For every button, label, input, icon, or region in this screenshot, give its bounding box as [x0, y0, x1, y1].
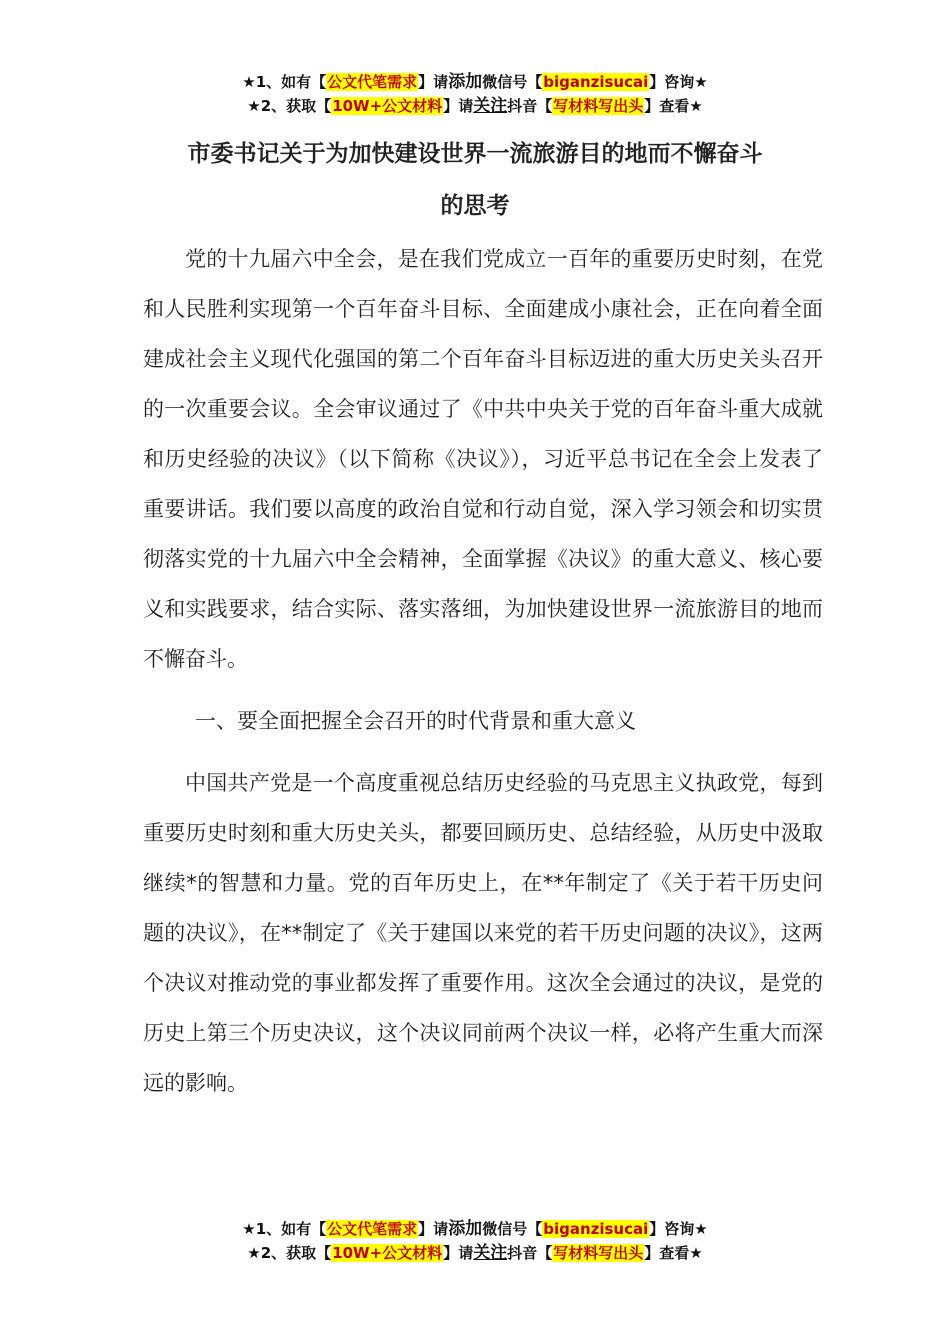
banner-line-1: ★1、如有【公文代笔需求】请添加微信号【biganzisucai】咨询★: [242, 1219, 708, 1239]
document-body: [143, 234, 823, 1108]
highlight-materials: 10W+公文材料: [332, 97, 443, 115]
highlight-douyin: 写材料写出头: [553, 1244, 644, 1262]
section-heading: 一、要全面把握全会召开的时代背景和重大意义: [195, 709, 636, 733]
banner-line-2: ★2、获取【10W+公文材料】请关注抖音【写材料写出头】查看★: [247, 96, 703, 116]
highlight-wechat-id: biganzisucai: [543, 73, 649, 91]
highlight-materials: 10W+公文材料: [332, 1244, 443, 1262]
highlight-wechat-id: biganzisucai: [543, 1220, 649, 1238]
banner-line-2: ★2、获取【10W+公文材料】请关注抖音【写材料写出头】查看★: [247, 1243, 703, 1263]
footer-banner: [0, 1217, 950, 1265]
header-banner: [0, 70, 950, 118]
paragraph: 中国共产党是一个高度重视总结历史经验的马克思主义执政党，每到重要历史时刻和重大历史关头，都要回顾历史、总结经验，从历史中汲取继续*的智慧和力量。党的百年历史上，在**年制定了《关于若干历史问题的决议》，在**制定了《关于建国以来党的若干历史问题的决议》，这两个决议对推动党的事业都发挥了重要作用。这次全会通过的决议，是党的历史上第三个历史决议，这个决议同前两个决议一样，必将产生重大而深远的影响。: [143, 771, 823, 1095]
paragraph: 党的十九届六中全会，是在我们党成立一百年的重要历史时刻，在党和人民胜利实现第一个百年奋斗目标、全面建成小康社会，正在向着全面建成社会主义现代化强国的第二个百年奋斗目标迈进的重大历史关头召开的一次重要会议。全会审议通过了《中共中央关于党的百年奋斗重大成就和历史经验的决议》（以下简称《决议》），习近平总书记在全会上发表了重要讲话。我们要以高度的政治自觉和行动自觉，深入学习领会和切实贯彻落实党的十九届六中全会精神，全面掌握《决议》的重大意义、核心要义和实践要求，结合实际、落实落细，为加快建设世界一流旅游目的地而不懈奋斗。: [143, 247, 823, 671]
highlight-service: 公文代笔需求: [327, 73, 418, 91]
highlight-service: 公文代笔需求: [327, 1220, 418, 1238]
document-title: 市委书记关于为加快建设世界一流旅游目的地而不懈奋斗 的思考: [187, 141, 763, 219]
highlight-douyin: 写材料写出头: [553, 97, 644, 115]
banner-line-1: ★1、如有【公文代笔需求】请添加微信号【biganzisucai】咨询★: [242, 72, 708, 92]
